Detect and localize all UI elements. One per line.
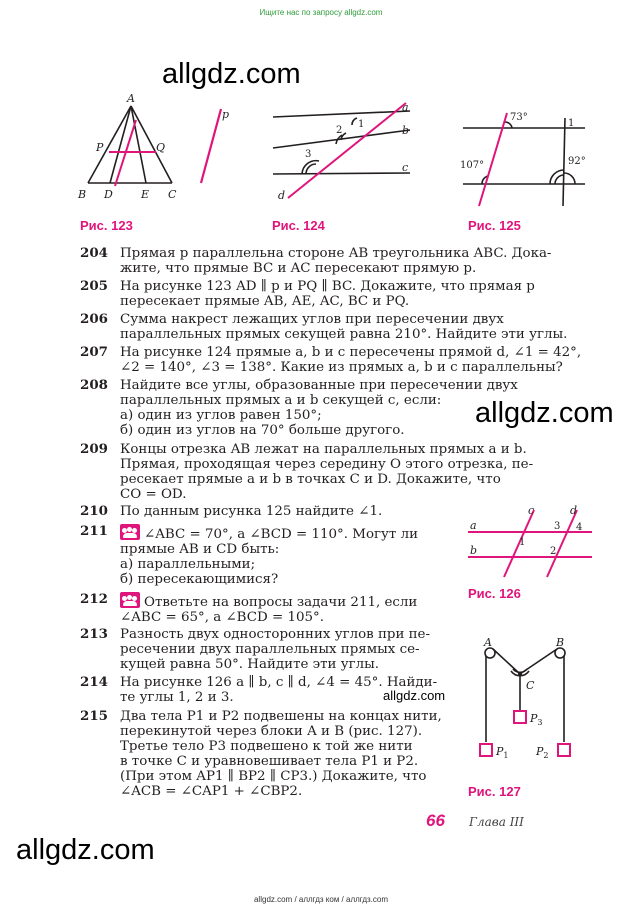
- problem-205: 205 На рисунке 123 AD ∥ p и PQ ∥ BC. Докажите, что прямая p пересекает прямые AB, AE, AC, BC и PQ.: [80, 278, 535, 309]
- label: a: [470, 519, 477, 532]
- figure-125: [460, 108, 590, 208]
- label: A: [127, 92, 135, 105]
- watermark: allgdz.com: [475, 397, 614, 429]
- label: c: [402, 161, 409, 174]
- problem-209: 209 Концы отрезка AB лежат на параллельных прямых a и b. Прямая, проходящая через середину O этого отрезка, пе- ресекает прямые a и b в точках C и D. Докажите, что CO = OD.: [80, 441, 534, 502]
- problem-number: 209: [80, 441, 108, 457]
- problem-212: 212 Ответьте на вопросы задачи 211, если ∠ABC = 65°, а ∠BCD = 105°.: [80, 591, 418, 625]
- problem-210: 210 По данным рисунка 125 найдите ∠1.: [80, 503, 383, 519]
- figure-caption: Рис. 126: [468, 586, 521, 601]
- label: a: [402, 101, 409, 114]
- label: E: [141, 188, 150, 201]
- page-number: 66: [426, 811, 445, 830]
- problem-number: 206: [80, 311, 108, 327]
- problem-214: 214 На рисунке 126 a ∥ b, c ∥ d, ∠4 = 45°. Найди- те углы 1, 2 и 3.: [80, 674, 438, 705]
- label: $P_1$: [496, 745, 509, 760]
- problem-number: 215: [80, 708, 108, 724]
- label: C: [526, 679, 535, 692]
- label: D: [104, 188, 113, 201]
- footer-note: allgdz.com / аллгдз ком / аллгдз.com: [253, 895, 389, 904]
- label: b: [470, 544, 478, 557]
- weight-p3: [514, 711, 526, 723]
- problem-206: 206 Сумма накрест лежащих углов при пересечении двух параллельных прямых секущей равна 210°. Найдите эти углы.: [80, 311, 568, 342]
- label: 1: [568, 118, 575, 129]
- problem-213: 213 Разность двух односторонних углов при пе- ресечении двух параллельных прямых се- кущей равна 50°. Найдите эти углы.: [80, 626, 430, 672]
- label: c: [528, 504, 535, 517]
- problem-number: 214: [80, 674, 108, 690]
- label: 2: [336, 125, 343, 136]
- label: 4: [576, 522, 583, 533]
- problem-207: 207 На рисунке 124 прямые a, b и c пересечены прямой d, ∠1 = 42°, ∠2 = 140°, ∠3 = 138°. Какие из прямых a, b и c параллельны?: [80, 344, 582, 375]
- label: Q: [156, 141, 166, 154]
- label: P: [96, 141, 104, 154]
- problem-number: 205: [80, 278, 108, 294]
- figure-123: [70, 90, 240, 210]
- chapter-label: Глава III: [469, 815, 524, 829]
- label: B: [556, 636, 565, 649]
- label: 73°: [510, 112, 528, 123]
- label: d: [570, 504, 578, 517]
- label: $P_3$: [530, 712, 543, 727]
- problem-208: 208 Найдите все углы, образованные при пересечении двух параллельных прямых a и b секущей c, если: а) один из углов равен 150°; б) один из углов на 70° больше другого.: [80, 377, 518, 438]
- watermark: allgdz.com: [16, 834, 155, 866]
- label: $P_2$: [536, 745, 549, 760]
- weight-p2: [558, 744, 570, 756]
- figure-126: [464, 502, 594, 582]
- figure-caption: Рис. 127: [468, 784, 521, 799]
- label: 107°: [460, 160, 485, 171]
- problem-number: 204: [80, 245, 108, 261]
- figure-caption: Рис. 125: [468, 218, 521, 233]
- label: C: [168, 188, 177, 201]
- figure-124: [268, 95, 418, 205]
- group-work-icon: [120, 592, 140, 608]
- watermark: allgdz.com: [383, 688, 446, 703]
- watermark: allgdz.com: [162, 58, 301, 90]
- label: d: [278, 189, 286, 202]
- label: 3: [554, 521, 561, 532]
- label: 1: [358, 119, 365, 130]
- problem-215: 215 Два тела P1 и P2 подвешены на концах нити, перекинутой через блоки A и B (рис. 127). Третье тело P3 подвешено к той же нити в точке C и уравновешивает тела P1 и P2. (При этом AP1 ∥ BP2 ∥ CP3.) Докажите, что ∠ACB = ∠CAP1 + ∠CBP2.: [80, 708, 442, 799]
- problem-number: 207: [80, 344, 108, 360]
- label: 2: [550, 546, 557, 557]
- label: p: [222, 108, 230, 121]
- weight-p1: [480, 744, 492, 756]
- problem-number: 208: [80, 377, 108, 393]
- label: B: [78, 188, 87, 201]
- label: b: [402, 124, 410, 137]
- label: 3: [305, 149, 312, 160]
- figure-127: [470, 634, 590, 774]
- group-work-icon: [120, 524, 140, 540]
- problem-number: 212: [80, 591, 108, 607]
- problem-number: 210: [80, 503, 108, 519]
- problem-number: 211: [80, 523, 108, 539]
- problem-211: 211 ∠ABC = 70°, а ∠BCD = 110°. Могут ли прямые AB и CD быть: а) параллельными; б) пересекающимися?: [80, 523, 418, 587]
- label: A: [484, 636, 492, 649]
- header-note: Ищите нас по запросу allgdz.com: [259, 8, 383, 17]
- problem-number: 213: [80, 626, 108, 642]
- label: 92°: [568, 156, 586, 167]
- label: 1: [519, 537, 526, 548]
- line-p-right: [201, 109, 221, 183]
- figure-caption: Рис. 123: [80, 218, 133, 233]
- problem-204: 204 Прямая p параллельна стороне AB треугольника ABC. Дока- жите, что прямые BC и AC пересекают прямую p.: [80, 245, 552, 276]
- figure-caption: Рис. 124: [272, 218, 325, 233]
